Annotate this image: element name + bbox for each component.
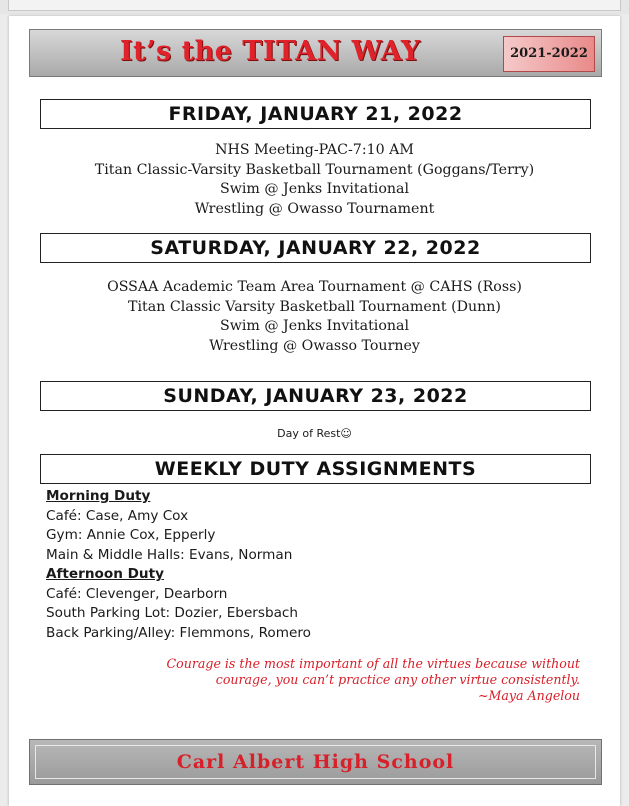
footer-banner bbox=[29, 739, 602, 785]
quote-attribution: ~Maya Angelou bbox=[477, 688, 580, 703]
event-item: Wrestling @ Owasso Tournament bbox=[194, 200, 435, 217]
morning-duty-label: Morning Duty bbox=[46, 488, 151, 504]
banner-title: It’s the TITAN WAY bbox=[120, 36, 421, 67]
event-item: Swim @ Jenks Invitational bbox=[219, 181, 410, 197]
sunday-events bbox=[29, 427, 600, 440]
school-year-badge: 2021-2022 bbox=[503, 36, 595, 72]
day-heading-friday: FRIDAY, JANUARY 21, 2022 bbox=[40, 99, 591, 129]
duty-item: Café: Clevenger, Dearborn bbox=[46, 585, 228, 602]
day-heading-sunday: SUNDAY, JANUARY 23, 2022 bbox=[40, 381, 591, 411]
event-item: Titan Classic Varsity Basketball Tournament (Dunn) bbox=[128, 298, 501, 315]
inspirational-quote bbox=[80, 656, 580, 704]
duty-item: South Parking Lot: Dozier, Ebersbach bbox=[46, 605, 299, 621]
saturday-events bbox=[29, 278, 600, 356]
event-item: Day of Rest☺ bbox=[277, 427, 352, 440]
afternoon-duty-label: Afternoon Duty bbox=[46, 566, 164, 582]
duty-heading: WEEKLY DUTY ASSIGNMENTS bbox=[40, 454, 591, 484]
day-heading-saturday: SATURDAY, JANUARY 22, 2022 bbox=[40, 233, 591, 263]
top-page-edge bbox=[0, 0, 629, 14]
header-banner bbox=[29, 29, 602, 77]
event-item: Swim @ Jenks Invitational bbox=[219, 318, 410, 334]
friday-events bbox=[29, 141, 600, 219]
duty-item: Back Parking/Alley: Flemmons, Romero bbox=[46, 624, 311, 641]
duty-item: Main & Middle Halls: Evans, Norman bbox=[46, 546, 293, 563]
duty-item: Café: Case, Amy Cox bbox=[46, 507, 189, 524]
newsletter-page bbox=[9, 16, 620, 806]
event-item: Titan Classic-Varsity Basketball Tournament (Goggans/Terry) bbox=[94, 161, 535, 178]
school-name: Carl Albert High School bbox=[35, 745, 596, 779]
event-item: Wrestling @ Owasso Tourney bbox=[209, 337, 420, 354]
quote-line: courage, you can’t practice any other virtue consistently. bbox=[215, 672, 580, 687]
event-item: NHS Meeting-PAC-7:10 AM bbox=[215, 142, 414, 158]
quote-line: Courage is the most important of all the virtues because without bbox=[166, 656, 580, 671]
event-item: OSSAA Academic Team Area Tournament @ CAHS (Ross) bbox=[107, 279, 522, 295]
duty-item: Gym: Annie Cox, Epperly bbox=[46, 527, 216, 543]
duty-assignments bbox=[46, 487, 586, 643]
